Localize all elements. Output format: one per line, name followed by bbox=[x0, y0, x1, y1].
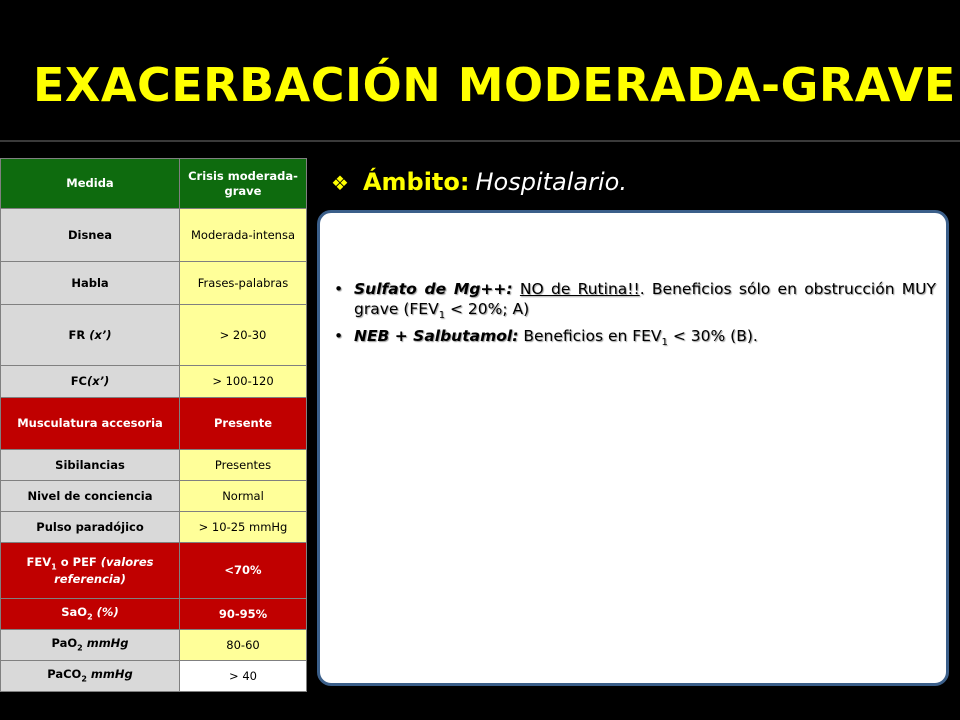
slide-title: EXACERBACIÓN MODERADA-GRAVE bbox=[33, 58, 956, 112]
bullet-item bbox=[334, 326, 936, 349]
bullet-item bbox=[334, 279, 936, 322]
label-subscript: 2 bbox=[87, 612, 93, 622]
bullet-subscript: 1 bbox=[661, 337, 668, 349]
bullet-list bbox=[320, 279, 946, 353]
bullet-subscript: 1 bbox=[438, 310, 446, 322]
table-row bbox=[1, 512, 307, 543]
bullet-dot-icon: • bbox=[334, 280, 344, 298]
ambito-label: Ámbito: bbox=[362, 168, 470, 196]
row-value: > 10-25 mmHg bbox=[180, 512, 307, 543]
row-label bbox=[1, 630, 180, 661]
label-unit: mmHg bbox=[86, 667, 133, 682]
label-subscript: 1 bbox=[51, 561, 57, 571]
label-unit: (valores referencia) bbox=[54, 554, 154, 586]
table-row-severe bbox=[1, 543, 307, 599]
label-text: PaO bbox=[51, 636, 78, 651]
row-label: Nivel de conciencia bbox=[1, 481, 180, 512]
row-label bbox=[1, 543, 180, 599]
title-divider bbox=[0, 140, 960, 142]
table-row-severe bbox=[1, 398, 307, 450]
row-value: <70% bbox=[180, 543, 307, 599]
table-row bbox=[1, 305, 307, 366]
row-label: Sibilancias bbox=[1, 450, 180, 481]
label-text: FC bbox=[70, 374, 87, 389]
header-crisis: Crisis moderada-grave bbox=[180, 159, 307, 209]
row-label bbox=[1, 366, 180, 398]
bullet-text: Beneficios en FEV bbox=[518, 327, 662, 346]
row-value: Presentes bbox=[180, 450, 307, 481]
bullet-dot-icon: • bbox=[334, 327, 344, 346]
row-label: Pulso paradójico bbox=[1, 512, 180, 543]
table-row bbox=[1, 630, 307, 661]
label-text: SaO bbox=[61, 605, 88, 620]
ambito-line bbox=[331, 168, 627, 196]
row-label: Musculatura accesoria bbox=[1, 398, 180, 450]
diamond-bullet-icon: ❖ bbox=[331, 171, 349, 195]
label-subscript: 2 bbox=[77, 643, 83, 653]
row-value: Frases-palabras bbox=[180, 262, 307, 305]
row-value: > 40 bbox=[180, 661, 307, 692]
table-header-row bbox=[1, 159, 307, 209]
label-unit: (x’) bbox=[86, 374, 110, 389]
drug-name: Sulfato de Mg++: bbox=[354, 280, 513, 298]
table-row-severe bbox=[1, 599, 307, 630]
label-unit: (%) bbox=[92, 605, 119, 620]
row-value: 90-95% bbox=[180, 599, 307, 630]
row-value: Normal bbox=[180, 481, 307, 512]
row-value: 80-60 bbox=[180, 630, 307, 661]
bullet-text: < 30% (B). bbox=[667, 327, 758, 346]
severity-table bbox=[0, 158, 307, 692]
table-row bbox=[1, 262, 307, 305]
emphasis-text: NO de Rutina!! bbox=[519, 280, 640, 298]
table-row bbox=[1, 481, 307, 512]
label-subscript: 2 bbox=[81, 674, 87, 684]
row-value: > 20-30 bbox=[180, 305, 307, 366]
row-label bbox=[1, 599, 180, 630]
drug-name: NEB + Salbutamol: bbox=[354, 327, 519, 346]
row-value: > 100-120 bbox=[180, 366, 307, 398]
row-label bbox=[1, 305, 180, 366]
header-medida: Medida bbox=[1, 159, 180, 209]
bullet-text: < 20%; A) bbox=[445, 300, 530, 319]
row-label: Disnea bbox=[1, 209, 180, 262]
ambito-value: Hospitalario. bbox=[475, 168, 627, 196]
label-unit: mmHg bbox=[82, 636, 129, 651]
label-unit: (x’) bbox=[89, 327, 112, 342]
row-label bbox=[1, 661, 180, 692]
content-panel bbox=[317, 210, 949, 686]
label-text: o PEF bbox=[56, 554, 101, 569]
label-text: FEV bbox=[26, 554, 52, 569]
table-row bbox=[1, 209, 307, 262]
table-row bbox=[1, 450, 307, 481]
row-value: Moderada-intensa bbox=[180, 209, 307, 262]
label-text: PaCO bbox=[47, 667, 82, 682]
label-text: FR bbox=[68, 327, 86, 342]
row-label: Habla bbox=[1, 262, 180, 305]
table-row bbox=[1, 366, 307, 398]
bullet-text: . Beneficios sólo en obstrucción MUY grave (FEV bbox=[354, 280, 936, 319]
row-value: Presente bbox=[180, 398, 307, 450]
table-row bbox=[1, 661, 307, 692]
